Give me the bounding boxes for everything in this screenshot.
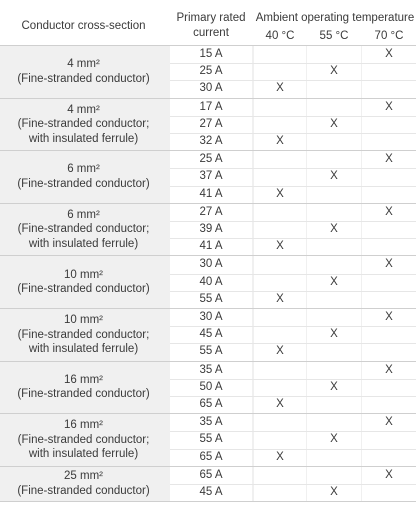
- conductor-label: [0, 46, 167, 98]
- header-temp-40: 40 °C: [265, 30, 295, 42]
- conductor-label-line: with insulated ferrule): [28, 132, 139, 145]
- conductor-label: [0, 256, 167, 308]
- rated-current-value: 65 A: [199, 398, 223, 410]
- temperature-mark: X: [385, 205, 393, 218]
- temperature-mark: X: [330, 328, 338, 341]
- conductor-label-line: 10 mm²: [64, 268, 103, 281]
- header-temp-70: 70 °C: [374, 30, 404, 42]
- conductor-label: [0, 467, 167, 501]
- conductor-label-line: 6 mm²: [67, 208, 100, 221]
- conductor-label-line: (Fine-stranded conductor): [17, 484, 150, 497]
- temperature-mark: X: [330, 275, 338, 288]
- conductor-label: [0, 204, 167, 256]
- temperature-mark: X: [330, 170, 338, 183]
- rated-current-value: 50 A: [199, 380, 223, 393]
- conductor-label: [0, 362, 167, 414]
- temperature-mark: X: [330, 433, 338, 446]
- conductor-label-line: (Fine-stranded conductor): [17, 72, 150, 85]
- rated-current-value: 30 A: [199, 311, 223, 323]
- rated-current-value: 41 A: [199, 187, 223, 200]
- rated-current-value: 35 A: [199, 416, 223, 429]
- conductor-label-line: 16 mm²: [64, 373, 103, 386]
- rated-current-value: 37 A: [199, 170, 223, 183]
- header-ambient-operating-temperature: Ambient operating temperature: [255, 12, 415, 24]
- conductor-label-line: 16 mm²: [64, 419, 103, 432]
- rated-current-value: 40 A: [199, 275, 223, 288]
- rated-current-value: 30 A: [199, 82, 223, 95]
- temperature-mark: X: [385, 468, 393, 481]
- header-conductor-cross-section: Conductor cross-section: [21, 20, 146, 32]
- rated-current-value: 41 A: [199, 240, 223, 253]
- rated-current-value: 25 A: [199, 153, 223, 166]
- rated-current-value: 39 A: [199, 223, 223, 235]
- header-primary-rated-current-line2: current: [193, 27, 229, 39]
- conductor-label-line: 25 mm²: [64, 470, 103, 483]
- rated-current-value: 65 A: [199, 468, 223, 481]
- conductor-label-line: (Fine-stranded conductor;: [17, 328, 150, 341]
- rated-current-value: 55 A: [199, 345, 223, 358]
- conductor-label: [0, 99, 167, 151]
- temperature-mark: X: [276, 398, 284, 410]
- temperature-mark: X: [276, 135, 284, 147]
- rated-current-value: 17 A: [199, 100, 223, 113]
- conductor-label-line: (Fine-stranded conductor;: [17, 433, 150, 446]
- temperature-mark: X: [385, 258, 393, 271]
- temperature-mark: X: [330, 65, 338, 78]
- rated-current-value: 55 A: [199, 433, 223, 446]
- conductor-label-line: 4 mm²: [67, 58, 100, 71]
- conductor-label-line: (Fine-stranded conductor;: [17, 223, 150, 236]
- rated-current-value: 65 A: [199, 450, 223, 463]
- conductor-label-line: (Fine-stranded conductor): [17, 283, 150, 296]
- temperature-mark: X: [385, 153, 393, 166]
- temperature-mark: X: [276, 187, 284, 200]
- temperature-mark: X: [276, 345, 284, 358]
- temperature-mark: X: [276, 292, 284, 305]
- conductor-label-line: 4 mm²: [67, 103, 100, 116]
- conductor-label: [0, 151, 167, 203]
- temperature-mark: X: [330, 223, 338, 235]
- temperature-mark: X: [385, 416, 393, 429]
- group-divider: [0, 501, 416, 502]
- temperature-mark: X: [330, 380, 338, 393]
- rated-current-value: 27 A: [199, 117, 223, 130]
- conductor-label: [0, 309, 167, 361]
- rated-current-value: 35 A: [199, 363, 223, 376]
- conductor-label-line: with insulated ferrule): [28, 237, 139, 250]
- rated-current-value: 55 A: [199, 292, 223, 305]
- temperature-mark: X: [385, 48, 393, 60]
- rated-current-value: 45 A: [199, 328, 223, 341]
- conductor-label-line: with insulated ferrule): [28, 448, 139, 461]
- rated-current-value: 27 A: [199, 205, 223, 218]
- rated-current-value: 30 A: [199, 258, 223, 271]
- conductor-label-line: (Fine-stranded conductor): [17, 388, 150, 401]
- conductor-label-line: (Fine-stranded conductor;: [17, 118, 150, 131]
- header-primary-rated-current-line1: Primary rated: [176, 12, 246, 24]
- temperature-mark: X: [276, 240, 284, 253]
- rated-current-value: 45 A: [199, 486, 223, 498]
- header-temp-55: 55 °C: [319, 30, 349, 42]
- conductor-label-line: (Fine-stranded conductor): [17, 177, 150, 190]
- rated-current-value: 32 A: [199, 135, 223, 147]
- temperature-mark: X: [330, 486, 338, 498]
- rated-current-value: 25 A: [199, 65, 223, 78]
- temperature-mark: X: [385, 311, 393, 323]
- conductor-label-line: with insulated ferrule): [28, 343, 139, 356]
- temperature-mark: X: [330, 117, 338, 130]
- temperature-mark: X: [276, 82, 284, 95]
- temperature-mark: X: [385, 100, 393, 113]
- rated-current-value: 15 A: [199, 48, 223, 60]
- conductor-label: [0, 414, 167, 466]
- temperature-mark: X: [385, 363, 393, 376]
- conductor-label-line: 6 mm²: [67, 163, 100, 176]
- temperature-mark: X: [276, 450, 284, 463]
- conductor-label-line: 10 mm²: [64, 314, 103, 327]
